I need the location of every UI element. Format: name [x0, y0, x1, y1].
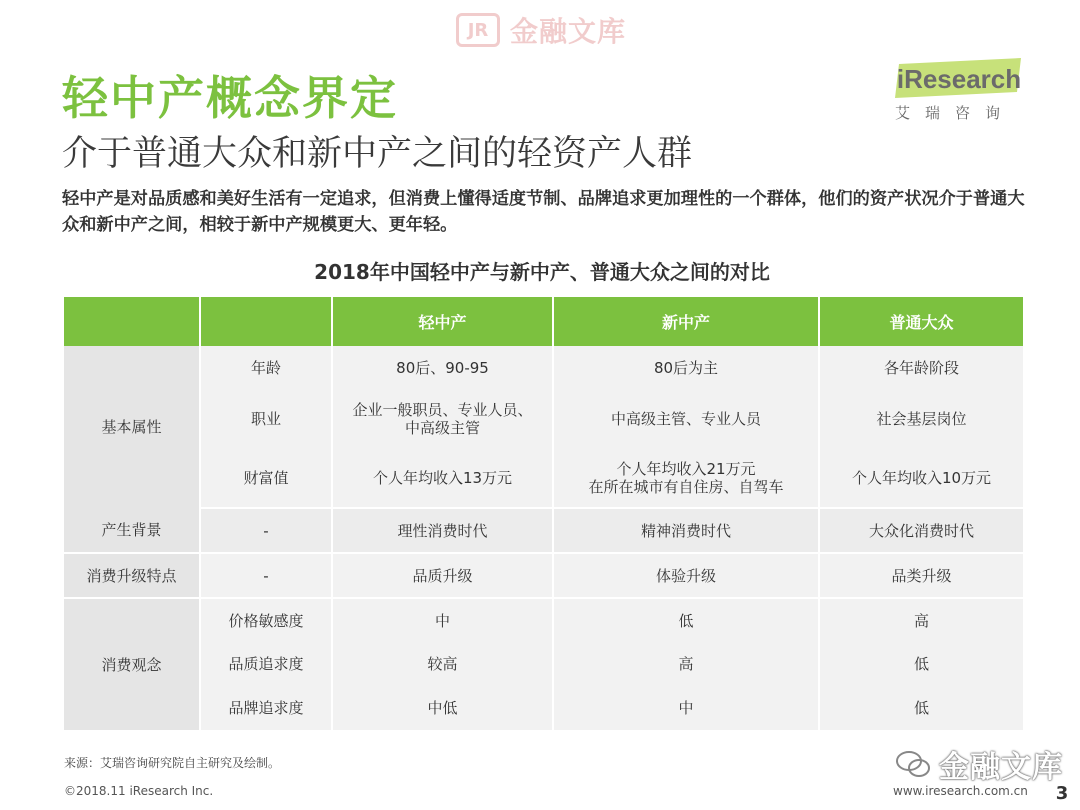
sub-cell: 职业 — [200, 390, 332, 448]
data-cell: 中高级主管、专业人员 — [553, 390, 819, 448]
sub-cell: - — [200, 553, 332, 598]
header-cell: 新中产 — [553, 297, 819, 346]
table-row — [64, 598, 1024, 642]
table-row — [64, 686, 1024, 730]
data-cell: 较高 — [332, 642, 553, 686]
footer-copyright: ©2018.11 iResearch Inc. — [64, 784, 214, 798]
table-title: 2018年中国轻中产与新中产、普通大众之间的对比 — [314, 260, 770, 284]
data-cell: 精神消费时代 — [553, 508, 819, 553]
data-cell: 80后、90-95 — [332, 346, 553, 390]
sub-cell: 品质追求度 — [200, 642, 332, 686]
table-row — [64, 508, 1024, 553]
data-cell: 中 — [332, 598, 553, 642]
data-cell: 品质升级 — [332, 553, 553, 598]
page-title: 轻中产概念界定 — [62, 71, 398, 125]
header-cell — [200, 297, 332, 346]
watermark-bottom-text: 金融文库 — [939, 750, 1063, 785]
data-cell: 低 — [819, 642, 1024, 686]
data-cell: 理性消费时代 — [332, 508, 553, 553]
sub-cell: 品牌追求度 — [200, 686, 332, 730]
data-cell: 80后为主 — [553, 346, 819, 390]
category-cell: 产生背景 — [64, 508, 200, 553]
data-cell: 中 — [553, 686, 819, 730]
watermark-logo-icon: JR — [456, 13, 500, 47]
data-cell: 体验升级 — [553, 553, 819, 598]
sub-cell: 年龄 — [200, 346, 332, 390]
category-cell: 基本属性 — [64, 346, 200, 508]
data-cell: 低 — [553, 598, 819, 642]
watermark-bottom — [895, 742, 1063, 786]
watermark-top — [456, 10, 626, 50]
data-cell: 高 — [819, 598, 1024, 642]
data-cell: 各年龄阶段 — [819, 346, 1024, 390]
data-cell: 大众化消费时代 — [819, 508, 1024, 553]
watermark-text: 金融文库 — [510, 15, 627, 48]
header-cell: 普通大众 — [819, 297, 1024, 346]
header-cell — [64, 297, 200, 346]
table-row — [64, 390, 1024, 448]
iresearch-logo — [893, 58, 1029, 128]
data-cell: 社会基层岗位 — [819, 390, 1024, 448]
page-number: 3 — [1055, 783, 1069, 804]
table-row — [64, 642, 1024, 686]
description: 轻中产是对品质感和美好生活有一定追求，但消费上懂得适度节制、品牌追求更加理性的一个群体，他们的资产状况介于普通大众和新中产之间，相较于新中产规模更大、更年轻。 — [62, 189, 1025, 235]
category-cell: 消费升级特点 — [64, 553, 200, 598]
footer-url: www.iresearch.com.cn — [893, 784, 1028, 798]
comparison-table — [64, 297, 1025, 730]
data-cell: 品类升级 — [819, 553, 1024, 598]
table-row — [64, 448, 1024, 508]
table-row — [64, 553, 1024, 598]
logo-brand: iResearch — [896, 63, 1022, 94]
data-cell: 个人年均收入21万元 在所在城市有自住房、自驾车 — [553, 448, 819, 508]
data-cell: 个人年均收入10万元 — [819, 448, 1024, 508]
header-cell: 轻中产 — [332, 297, 553, 346]
sub-cell: 价格敏感度 — [200, 598, 332, 642]
table-row — [64, 346, 1024, 390]
page-subtitle: 介于普通大众和新中产之间的轻资产人群 — [62, 134, 693, 174]
sub-cell: - — [200, 508, 332, 553]
sub-cell: 财富值 — [200, 448, 332, 508]
data-cell: 中低 — [332, 686, 553, 730]
category-cell: 消费观念 — [64, 598, 200, 730]
table-header-row — [64, 297, 1024, 346]
data-cell: 低 — [819, 686, 1024, 730]
data-cell: 个人年均收入13万元 — [332, 448, 553, 508]
source-note: 来源：艾瑞咨询研究院自主研究及绘制。 — [64, 756, 281, 770]
data-cell: 高 — [553, 642, 819, 686]
logo-subtitle: 艾瑞咨询 — [895, 104, 1016, 122]
data-cell: 企业一般职员、专业人员、 中高级主管 — [332, 390, 553, 448]
wechat-icon — [895, 749, 931, 779]
